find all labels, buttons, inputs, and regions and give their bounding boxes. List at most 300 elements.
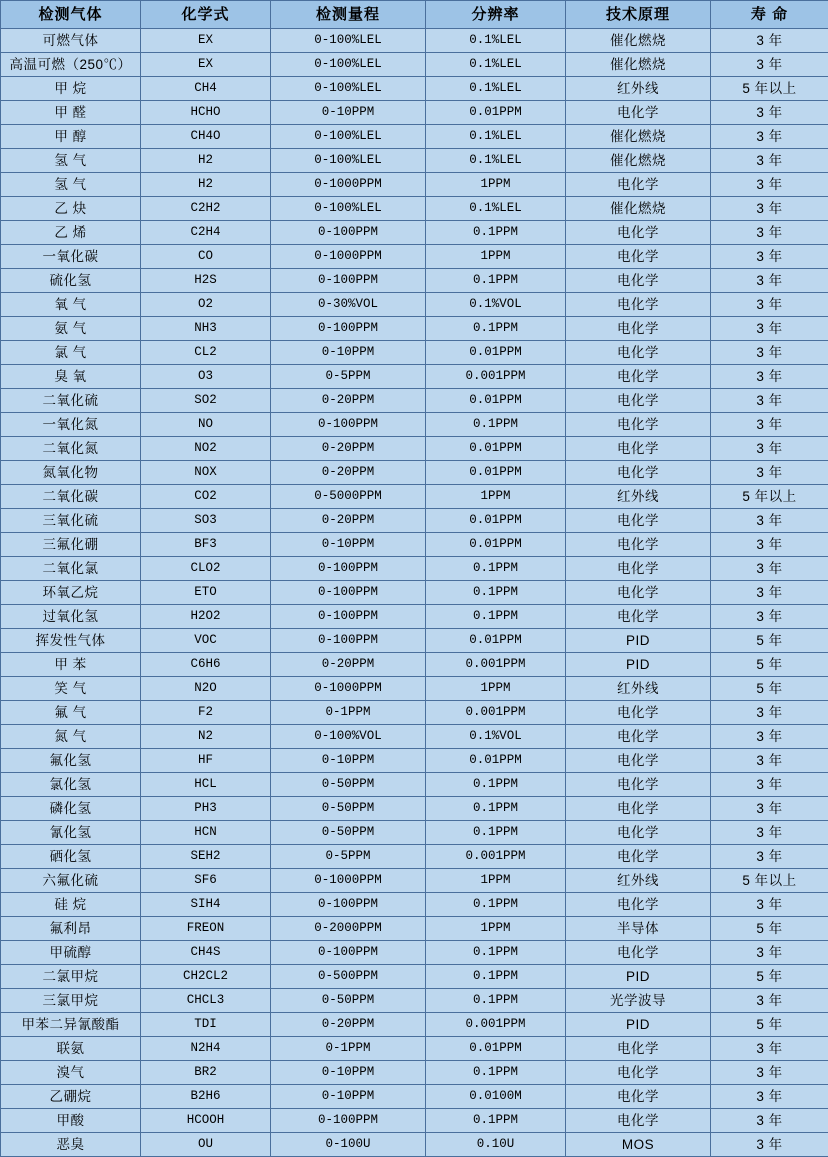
cell-formula: N2H4 — [141, 1037, 271, 1061]
table-row — [1, 605, 828, 629]
cell-gas-name: 联氨 — [1, 1037, 141, 1061]
table-row — [1, 77, 828, 101]
cell-range: 0-100PPM — [271, 941, 426, 965]
cell-lifetime: 3 年 — [711, 221, 828, 245]
column-header-lifetime: 寿 命 — [711, 1, 828, 29]
cell-lifetime: 5 年 — [711, 677, 828, 701]
cell-formula: NO — [141, 413, 271, 437]
cell-resolution: 0.1PPM — [426, 413, 566, 437]
cell-lifetime: 3 年 — [711, 413, 828, 437]
table-row — [1, 389, 828, 413]
cell-formula: CLO2 — [141, 557, 271, 581]
cell-lifetime: 3 年 — [711, 509, 828, 533]
cell-lifetime: 5 年以上 — [711, 77, 828, 101]
cell-resolution: 0.1%LEL — [426, 197, 566, 221]
cell-range: 0-10PPM — [271, 1061, 426, 1085]
table-row — [1, 293, 828, 317]
table-row — [1, 845, 828, 869]
cell-range: 0-100%LEL — [271, 125, 426, 149]
cell-resolution: 0.1%LEL — [426, 53, 566, 77]
cell-range: 0-500PPM — [271, 965, 426, 989]
cell-principle: PID — [566, 1013, 711, 1037]
cell-lifetime: 5 年以上 — [711, 869, 828, 893]
cell-resolution: 0.01PPM — [426, 533, 566, 557]
cell-formula: N2 — [141, 725, 271, 749]
table-row — [1, 101, 828, 125]
cell-lifetime: 3 年 — [711, 1109, 828, 1133]
cell-principle: 电化学 — [566, 893, 711, 917]
cell-gas-name: 一氧化氮 — [1, 413, 141, 437]
cell-resolution: 0.1PPM — [426, 221, 566, 245]
cell-gas-name: 氮氧化物 — [1, 461, 141, 485]
cell-range: 0-50PPM — [271, 821, 426, 845]
cell-lifetime: 3 年 — [711, 845, 828, 869]
cell-principle: PID — [566, 965, 711, 989]
cell-range: 0-20PPM — [271, 509, 426, 533]
cell-resolution: 0.1%LEL — [426, 149, 566, 173]
cell-resolution: 0.1PPM — [426, 269, 566, 293]
cell-formula: ETO — [141, 581, 271, 605]
cell-gas-name: 笑 气 — [1, 677, 141, 701]
cell-range: 0-20PPM — [271, 389, 426, 413]
cell-principle: 电化学 — [566, 581, 711, 605]
cell-gas-name: 二氯甲烷 — [1, 965, 141, 989]
cell-resolution: 0.01PPM — [426, 101, 566, 125]
cell-principle: 红外线 — [566, 677, 711, 701]
cell-formula: EX — [141, 53, 271, 77]
cell-gas-name: 甲 烷 — [1, 77, 141, 101]
cell-gas-name: 臭 氧 — [1, 365, 141, 389]
cell-range: 0-100PPM — [271, 581, 426, 605]
cell-resolution: 0.01PPM — [426, 437, 566, 461]
cell-resolution: 0.1%VOL — [426, 725, 566, 749]
cell-resolution: 0.10U — [426, 1133, 566, 1157]
cell-resolution: 0.01PPM — [426, 389, 566, 413]
cell-lifetime: 3 年 — [711, 701, 828, 725]
table-row — [1, 485, 828, 509]
cell-resolution: 0.1%LEL — [426, 77, 566, 101]
table-row — [1, 1133, 828, 1157]
table-row — [1, 221, 828, 245]
cell-gas-name: 氢 气 — [1, 173, 141, 197]
cell-lifetime: 3 年 — [711, 125, 828, 149]
cell-resolution: 1PPM — [426, 917, 566, 941]
cell-formula: PH3 — [141, 797, 271, 821]
cell-formula: C6H6 — [141, 653, 271, 677]
table-row — [1, 965, 828, 989]
cell-gas-name: 溴气 — [1, 1061, 141, 1085]
cell-gas-name: 高温可燃（250℃） — [1, 53, 141, 77]
cell-range: 0-30%VOL — [271, 293, 426, 317]
cell-lifetime: 3 年 — [711, 749, 828, 773]
cell-gas-name: 甲 醇 — [1, 125, 141, 149]
cell-gas-name: 二氧化硫 — [1, 389, 141, 413]
cell-principle: 电化学 — [566, 1061, 711, 1085]
table-row — [1, 1037, 828, 1061]
cell-lifetime: 3 年 — [711, 149, 828, 173]
cell-range: 0-10PPM — [271, 341, 426, 365]
cell-principle: PID — [566, 629, 711, 653]
cell-formula: OU — [141, 1133, 271, 1157]
cell-principle: 半导体 — [566, 917, 711, 941]
cell-principle: 电化学 — [566, 365, 711, 389]
table-row — [1, 821, 828, 845]
cell-resolution: 0.1PPM — [426, 893, 566, 917]
cell-gas-name: 环氧乙烷 — [1, 581, 141, 605]
cell-principle: 电化学 — [566, 701, 711, 725]
table-row — [1, 677, 828, 701]
cell-principle: 电化学 — [566, 389, 711, 413]
cell-resolution: 0.1PPM — [426, 557, 566, 581]
cell-lifetime: 3 年 — [711, 581, 828, 605]
cell-gas-name: 硅 烷 — [1, 893, 141, 917]
column-header-principle: 技术原理 — [566, 1, 711, 29]
cell-gas-name: 氢 气 — [1, 149, 141, 173]
cell-resolution: 0.1PPM — [426, 941, 566, 965]
cell-gas-name: 甲硫醇 — [1, 941, 141, 965]
cell-lifetime: 3 年 — [711, 797, 828, 821]
cell-gas-name: 甲 苯 — [1, 653, 141, 677]
cell-resolution: 0.01PPM — [426, 341, 566, 365]
cell-gas-name: 三氧化硫 — [1, 509, 141, 533]
cell-principle: 电化学 — [566, 341, 711, 365]
cell-range: 0-20PPM — [271, 1013, 426, 1037]
cell-gas-name: 甲苯二异氰酸酯 — [1, 1013, 141, 1037]
cell-lifetime: 3 年 — [711, 269, 828, 293]
cell-resolution: 0.1%LEL — [426, 125, 566, 149]
cell-lifetime: 3 年 — [711, 725, 828, 749]
cell-resolution: 0.1PPM — [426, 605, 566, 629]
cell-range: 0-100%LEL — [271, 29, 426, 53]
table-row — [1, 53, 828, 77]
cell-gas-name: 甲酸 — [1, 1109, 141, 1133]
cell-gas-name: 氮 气 — [1, 725, 141, 749]
cell-principle: 电化学 — [566, 533, 711, 557]
cell-gas-name: 氰化氢 — [1, 821, 141, 845]
cell-formula: H2 — [141, 173, 271, 197]
cell-resolution: 0.01PPM — [426, 629, 566, 653]
table-row — [1, 437, 828, 461]
cell-principle: 电化学 — [566, 1037, 711, 1061]
cell-range: 0-100PPM — [271, 1109, 426, 1133]
cell-range: 0-100PPM — [271, 413, 426, 437]
cell-lifetime: 5 年以上 — [711, 485, 828, 509]
table-row — [1, 917, 828, 941]
cell-lifetime: 3 年 — [711, 317, 828, 341]
table-row — [1, 461, 828, 485]
cell-range: 0-50PPM — [271, 797, 426, 821]
table-header — [1, 1, 828, 29]
cell-range: 0-100PPM — [271, 221, 426, 245]
cell-principle: 电化学 — [566, 1085, 711, 1109]
cell-range: 0-100%LEL — [271, 77, 426, 101]
cell-formula: HCL — [141, 773, 271, 797]
cell-formula: VOC — [141, 629, 271, 653]
table-row — [1, 245, 828, 269]
table-row — [1, 725, 828, 749]
cell-formula: H2O2 — [141, 605, 271, 629]
cell-gas-name: 乙硼烷 — [1, 1085, 141, 1109]
cell-principle: 催化燃烧 — [566, 197, 711, 221]
table-row — [1, 1085, 828, 1109]
cell-lifetime: 3 年 — [711, 941, 828, 965]
cell-formula: BF3 — [141, 533, 271, 557]
cell-principle: 电化学 — [566, 245, 711, 269]
cell-formula: SF6 — [141, 869, 271, 893]
cell-formula: O2 — [141, 293, 271, 317]
table-row — [1, 317, 828, 341]
cell-formula: C2H2 — [141, 197, 271, 221]
table-row — [1, 125, 828, 149]
cell-lifetime: 3 年 — [711, 557, 828, 581]
cell-formula: SO2 — [141, 389, 271, 413]
cell-lifetime: 3 年 — [711, 893, 828, 917]
cell-gas-name: 氟化氢 — [1, 749, 141, 773]
cell-resolution: 0.01PPM — [426, 509, 566, 533]
cell-range: 0-1000PPM — [271, 677, 426, 701]
table-row — [1, 413, 828, 437]
cell-resolution: 0.01PPM — [426, 749, 566, 773]
cell-resolution: 0.01PPM — [426, 461, 566, 485]
table-header-row — [1, 1, 828, 29]
table-row — [1, 629, 828, 653]
table-row — [1, 773, 828, 797]
cell-formula: CO — [141, 245, 271, 269]
cell-lifetime: 3 年 — [711, 29, 828, 53]
cell-formula: SEH2 — [141, 845, 271, 869]
cell-formula: NH3 — [141, 317, 271, 341]
cell-principle: 电化学 — [566, 221, 711, 245]
cell-principle: 电化学 — [566, 1109, 711, 1133]
cell-lifetime: 3 年 — [711, 173, 828, 197]
cell-gas-name: 乙 烯 — [1, 221, 141, 245]
table-body — [1, 29, 828, 1157]
cell-formula: O3 — [141, 365, 271, 389]
cell-range: 0-100%LEL — [271, 197, 426, 221]
table-row — [1, 149, 828, 173]
cell-formula: HCOOH — [141, 1109, 271, 1133]
cell-formula: F2 — [141, 701, 271, 725]
cell-principle: 催化燃烧 — [566, 53, 711, 77]
cell-principle: 电化学 — [566, 797, 711, 821]
cell-range: 0-10PPM — [271, 749, 426, 773]
cell-resolution: 0.1PPM — [426, 1061, 566, 1085]
cell-range: 0-5000PPM — [271, 485, 426, 509]
cell-principle: 红外线 — [566, 869, 711, 893]
cell-gas-name: 氯化氢 — [1, 773, 141, 797]
cell-gas-name: 磷化氢 — [1, 797, 141, 821]
cell-formula: SIH4 — [141, 893, 271, 917]
cell-principle: 催化燃烧 — [566, 149, 711, 173]
cell-range: 0-50PPM — [271, 773, 426, 797]
cell-formula: H2 — [141, 149, 271, 173]
cell-gas-name: 氟 气 — [1, 701, 141, 725]
cell-principle: 电化学 — [566, 173, 711, 197]
cell-range: 0-100%VOL — [271, 725, 426, 749]
cell-gas-name: 二氧化氯 — [1, 557, 141, 581]
cell-lifetime: 3 年 — [711, 293, 828, 317]
table-row — [1, 173, 828, 197]
cell-resolution: 0.001PPM — [426, 653, 566, 677]
cell-lifetime: 3 年 — [711, 101, 828, 125]
cell-formula: CO2 — [141, 485, 271, 509]
cell-principle: 电化学 — [566, 941, 711, 965]
cell-lifetime: 3 年 — [711, 533, 828, 557]
cell-gas-name: 氨 气 — [1, 317, 141, 341]
cell-principle: 电化学 — [566, 749, 711, 773]
cell-range: 0-10PPM — [271, 533, 426, 557]
table-row — [1, 749, 828, 773]
cell-resolution: 0.1PPM — [426, 797, 566, 821]
cell-resolution: 0.1PPM — [426, 1109, 566, 1133]
table-row — [1, 509, 828, 533]
cell-lifetime: 5 年 — [711, 1013, 828, 1037]
cell-range: 0-20PPM — [271, 437, 426, 461]
cell-principle: 电化学 — [566, 773, 711, 797]
cell-gas-name: 三氯甲烷 — [1, 989, 141, 1013]
cell-lifetime: 3 年 — [711, 1037, 828, 1061]
cell-lifetime: 3 年 — [711, 389, 828, 413]
cell-principle: MOS — [566, 1133, 711, 1157]
cell-range: 0-1000PPM — [271, 173, 426, 197]
cell-range: 0-1PPM — [271, 701, 426, 725]
cell-principle: 电化学 — [566, 605, 711, 629]
cell-gas-name: 硒化氢 — [1, 845, 141, 869]
cell-lifetime: 5 年 — [711, 629, 828, 653]
cell-range: 0-100PPM — [271, 605, 426, 629]
cell-range: 0-1000PPM — [271, 869, 426, 893]
cell-resolution: 1PPM — [426, 677, 566, 701]
cell-resolution: 1PPM — [426, 245, 566, 269]
cell-principle: 电化学 — [566, 509, 711, 533]
cell-gas-name: 三氟化硼 — [1, 533, 141, 557]
table-row — [1, 653, 828, 677]
cell-lifetime: 5 年 — [711, 917, 828, 941]
table-row — [1, 1013, 828, 1037]
cell-gas-name: 一氧化碳 — [1, 245, 141, 269]
table-row — [1, 701, 828, 725]
cell-lifetime: 5 年 — [711, 965, 828, 989]
cell-principle: 电化学 — [566, 437, 711, 461]
cell-formula: CH2CL2 — [141, 965, 271, 989]
cell-resolution: 0.001PPM — [426, 1013, 566, 1037]
cell-formula: EX — [141, 29, 271, 53]
cell-range: 0-10PPM — [271, 1085, 426, 1109]
cell-resolution: 0.1PPM — [426, 581, 566, 605]
cell-resolution: 1PPM — [426, 485, 566, 509]
table-row — [1, 533, 828, 557]
cell-principle: 电化学 — [566, 101, 711, 125]
cell-lifetime: 3 年 — [711, 1085, 828, 1109]
table-row — [1, 365, 828, 389]
cell-gas-name: 过氧化氢 — [1, 605, 141, 629]
cell-range: 0-50PPM — [271, 989, 426, 1013]
cell-range: 0-100PPM — [271, 557, 426, 581]
cell-resolution: 0.001PPM — [426, 701, 566, 725]
cell-resolution: 0.001PPM — [426, 845, 566, 869]
cell-resolution: 0.1PPM — [426, 773, 566, 797]
cell-gas-name: 氧 气 — [1, 293, 141, 317]
cell-lifetime: 3 年 — [711, 773, 828, 797]
cell-formula: SO3 — [141, 509, 271, 533]
cell-formula: CH4O — [141, 125, 271, 149]
cell-principle: 电化学 — [566, 293, 711, 317]
cell-resolution: 0.1%LEL — [426, 29, 566, 53]
cell-range: 0-100PPM — [271, 893, 426, 917]
table-row — [1, 989, 828, 1013]
cell-range: 0-100%LEL — [271, 149, 426, 173]
cell-range: 0-100U — [271, 1133, 426, 1157]
cell-range: 0-10PPM — [271, 101, 426, 125]
cell-formula: HCN — [141, 821, 271, 845]
table-row — [1, 893, 828, 917]
cell-range: 0-100PPM — [271, 317, 426, 341]
table-row — [1, 941, 828, 965]
cell-principle: PID — [566, 653, 711, 677]
cell-lifetime: 3 年 — [711, 605, 828, 629]
table-row — [1, 557, 828, 581]
table-row — [1, 581, 828, 605]
cell-principle: 催化燃烧 — [566, 29, 711, 53]
cell-resolution: 0.1%VOL — [426, 293, 566, 317]
cell-lifetime: 3 年 — [711, 821, 828, 845]
cell-formula: TDI — [141, 1013, 271, 1037]
cell-principle: 催化燃烧 — [566, 125, 711, 149]
cell-range: 0-5PPM — [271, 845, 426, 869]
table-row — [1, 269, 828, 293]
cell-gas-name: 二氧化氮 — [1, 437, 141, 461]
cell-formula: C2H4 — [141, 221, 271, 245]
cell-principle: 电化学 — [566, 557, 711, 581]
cell-principle: 光学波导 — [566, 989, 711, 1013]
cell-formula: B2H6 — [141, 1085, 271, 1109]
table-row — [1, 869, 828, 893]
cell-resolution: 0.1PPM — [426, 989, 566, 1013]
cell-resolution: 0.0100M — [426, 1085, 566, 1109]
column-header-range: 检测量程 — [271, 1, 426, 29]
cell-formula: CH4S — [141, 941, 271, 965]
cell-range: 0-20PPM — [271, 461, 426, 485]
cell-principle: 电化学 — [566, 269, 711, 293]
column-header-resolution: 分辨率 — [426, 1, 566, 29]
cell-formula: CHCL3 — [141, 989, 271, 1013]
column-header-formula: 化学式 — [141, 1, 271, 29]
cell-principle: 电化学 — [566, 725, 711, 749]
cell-formula: NO2 — [141, 437, 271, 461]
cell-gas-name: 氯 气 — [1, 341, 141, 365]
cell-resolution: 0.001PPM — [426, 365, 566, 389]
cell-formula: BR2 — [141, 1061, 271, 1085]
cell-lifetime: 5 年 — [711, 653, 828, 677]
cell-gas-name: 二氧化碳 — [1, 485, 141, 509]
cell-principle: 红外线 — [566, 485, 711, 509]
cell-lifetime: 3 年 — [711, 1061, 828, 1085]
cell-formula: H2S — [141, 269, 271, 293]
cell-formula: NOX — [141, 461, 271, 485]
cell-lifetime: 3 年 — [711, 53, 828, 77]
cell-principle: 电化学 — [566, 821, 711, 845]
cell-range: 0-20PPM — [271, 653, 426, 677]
cell-resolution: 1PPM — [426, 869, 566, 893]
cell-principle: 红外线 — [566, 77, 711, 101]
cell-resolution: 0.1PPM — [426, 317, 566, 341]
cell-range: 0-1000PPM — [271, 245, 426, 269]
cell-formula: HF — [141, 749, 271, 773]
cell-formula: FREON — [141, 917, 271, 941]
cell-resolution: 1PPM — [426, 173, 566, 197]
cell-range: 0-2000PPM — [271, 917, 426, 941]
cell-lifetime: 3 年 — [711, 1133, 828, 1157]
